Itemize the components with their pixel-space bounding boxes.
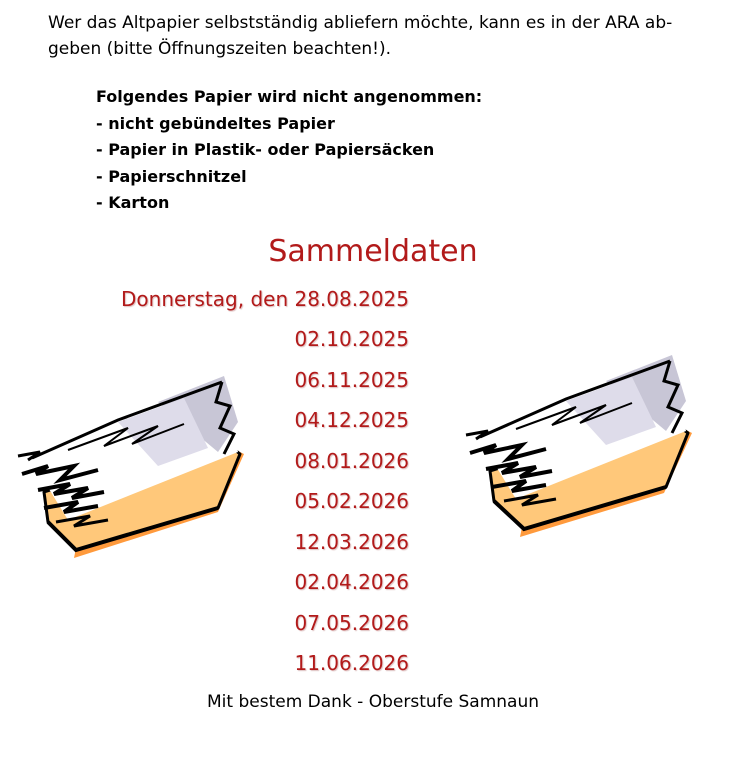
collection-date: 06.11.2025 xyxy=(294,368,409,392)
rules-heading: Folgendes Papier wird nicht angenommen: xyxy=(96,87,483,106)
thanks-note: Mit bestem Dank - Oberstufe Samnaun xyxy=(207,692,539,712)
collection-date: 02.04.2026 xyxy=(294,570,409,594)
collection-date: 02.10.2025 xyxy=(294,327,409,351)
paper-stack-icon xyxy=(8,362,252,572)
collection-date: 04.12.2025 xyxy=(294,408,409,432)
rule-item: - Karton xyxy=(96,193,170,212)
page-title: Sammeldaten xyxy=(268,234,478,269)
collection-date: 08.01.2026 xyxy=(294,449,409,473)
collection-date: 11.06.2026 xyxy=(294,651,409,675)
collection-date: Donnerstag, den 28.08.2025 xyxy=(121,287,409,311)
collection-date: 07.05.2026 xyxy=(294,611,409,635)
paper-stack-icon xyxy=(460,345,700,551)
rule-item: - nicht gebündeltes Papier xyxy=(96,113,335,133)
intro-text: Wer das Altpapier selbstständig abliefern möchte, kann es in der ARA ab-geben (bitte Öffnungszeiten beachten!). xyxy=(48,13,673,59)
collection-date: 05.02.2026 xyxy=(294,489,409,513)
rejected-paper-list xyxy=(96,84,596,217)
rule-item: - Papierschnitzel xyxy=(96,166,247,186)
rule-item: - Papier in Plastik- oder Papiersäcken xyxy=(96,140,435,159)
collection-date: 12.03.2026 xyxy=(294,530,409,554)
